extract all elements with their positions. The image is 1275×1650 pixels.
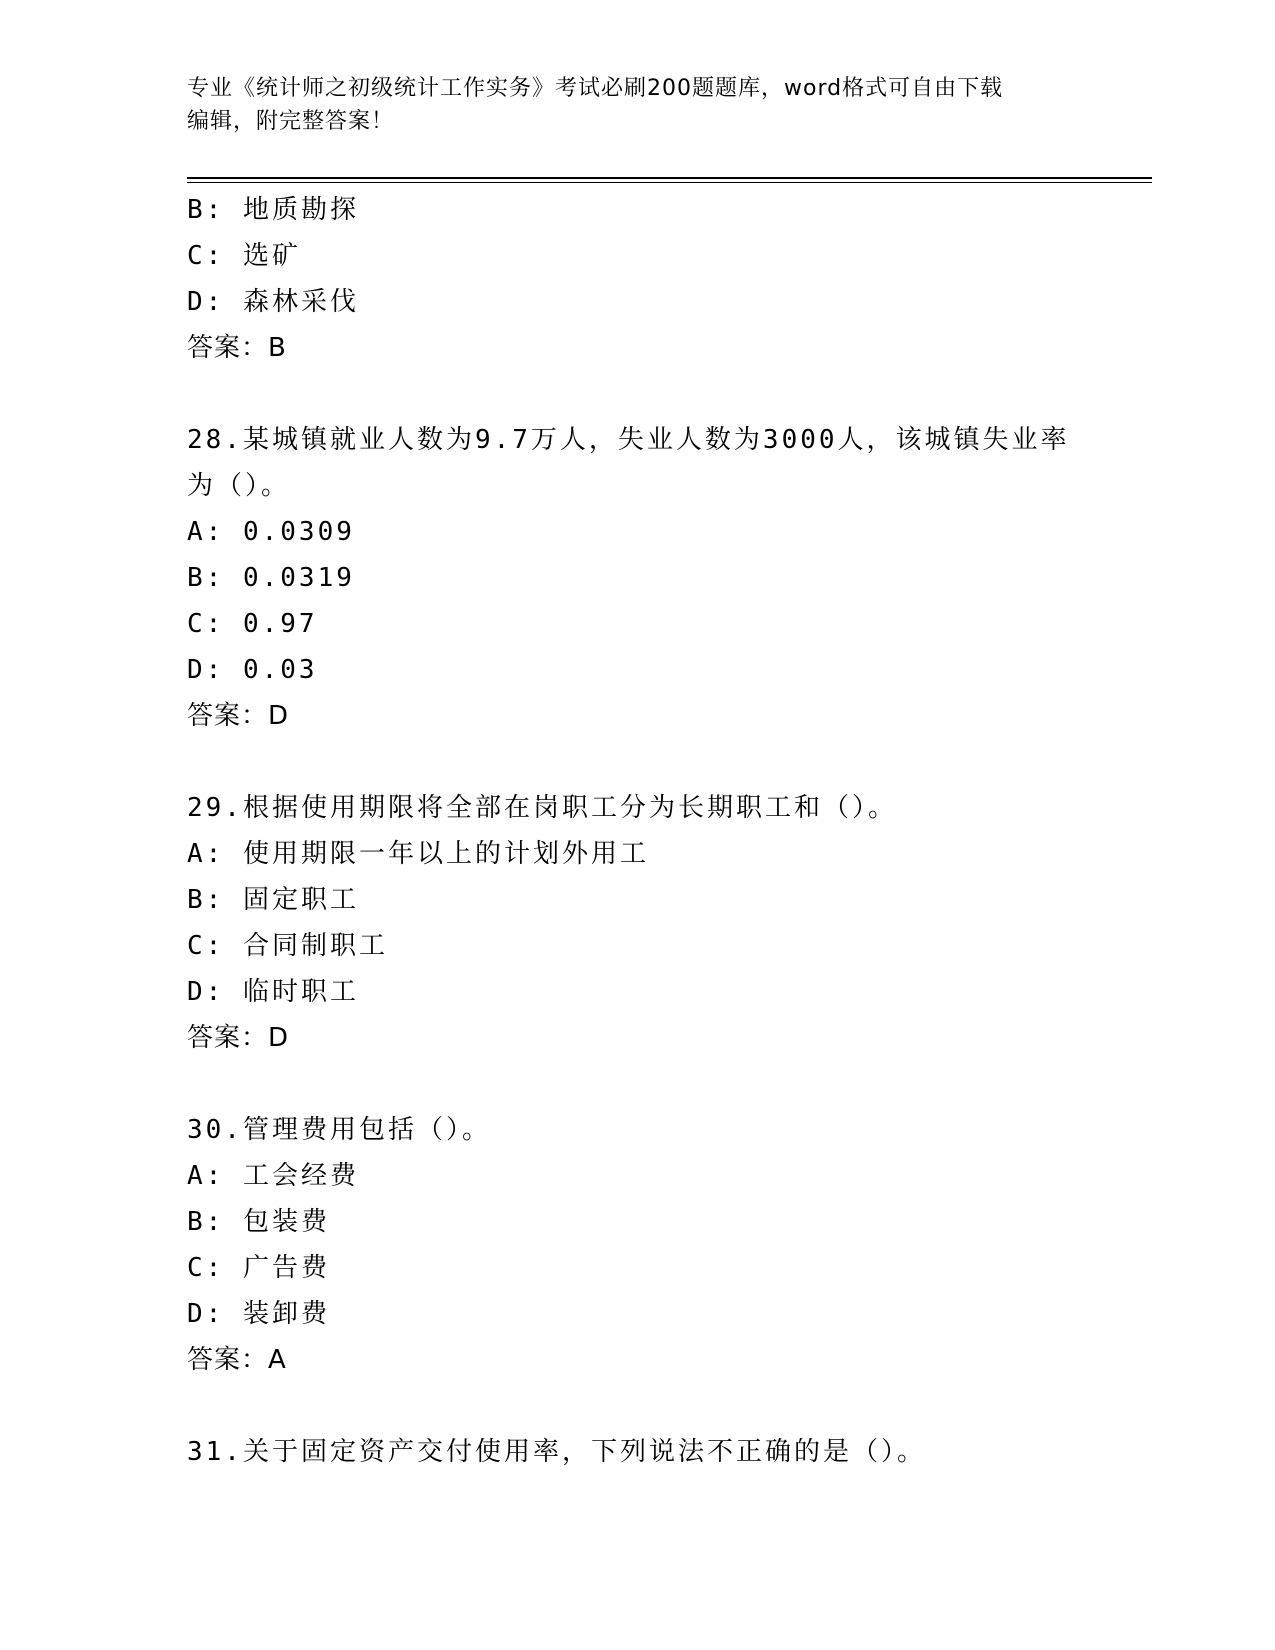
answer-line: 答案：D: [187, 1023, 290, 1053]
question-stem: 30.管理费用包括（）。: [187, 1115, 491, 1145]
option-c: C: 选矿: [187, 241, 301, 271]
question-stem: 31.关于固定资产交付使用率，下列说法不正确的是（）。: [187, 1437, 926, 1467]
question-28: [187, 417, 1087, 739]
question-list: [187, 187, 1087, 1475]
answer-line: 答案：D: [187, 701, 290, 731]
option-b: B: 包装费: [187, 1207, 330, 1237]
spacer: [187, 1061, 1087, 1107]
option-d: D: 森林采伐: [187, 287, 359, 317]
question-29: [187, 785, 1087, 1061]
option-d: D: 临时职工: [187, 977, 359, 1007]
option-c: C: 合同制职工: [187, 931, 388, 961]
header-divider-thin: [187, 182, 1152, 183]
option-b: B: 地质勘探: [187, 195, 359, 225]
question-31: [187, 1429, 1087, 1475]
option-d: D: 装卸费: [187, 1299, 330, 1329]
question-stem-line2: 为（）。: [187, 471, 291, 501]
spacer: [187, 1383, 1087, 1429]
header-divider-thick: [187, 177, 1152, 179]
spacer: [187, 371, 1087, 417]
header-title-line2: 编辑，附完整答案！: [187, 109, 395, 134]
page-header: [187, 72, 1087, 138]
answer-line: 答案：B: [187, 333, 287, 363]
option-a: A: 0.0309: [187, 517, 355, 547]
answer-line: 答案：A: [187, 1345, 287, 1375]
question-stem: 29.根据使用期限将全部在岗职工分为长期职工和（）。: [187, 793, 897, 823]
header-title-line1: 专业《统计师之初级统计工作实务》考试必刷200题题库，word格式可自由下载: [187, 76, 1004, 101]
spacer: [187, 739, 1087, 785]
option-c: C: 0.97: [187, 609, 318, 639]
option-a: A: 工会经费: [187, 1161, 359, 1191]
option-b: B: 0.0319: [187, 563, 355, 593]
question-27: [187, 187, 1087, 371]
option-b: B: 固定职工: [187, 885, 359, 915]
option-c: C: 广告费: [187, 1253, 330, 1283]
option-a: A: 使用期限一年以上的计划外用工: [187, 839, 649, 869]
question-stem-line1: 28.某城镇就业人数为9.7万人，失业人数为3000人，该城镇失业率: [187, 425, 1070, 455]
question-30: [187, 1107, 1087, 1383]
option-d: D: 0.03: [187, 655, 318, 685]
